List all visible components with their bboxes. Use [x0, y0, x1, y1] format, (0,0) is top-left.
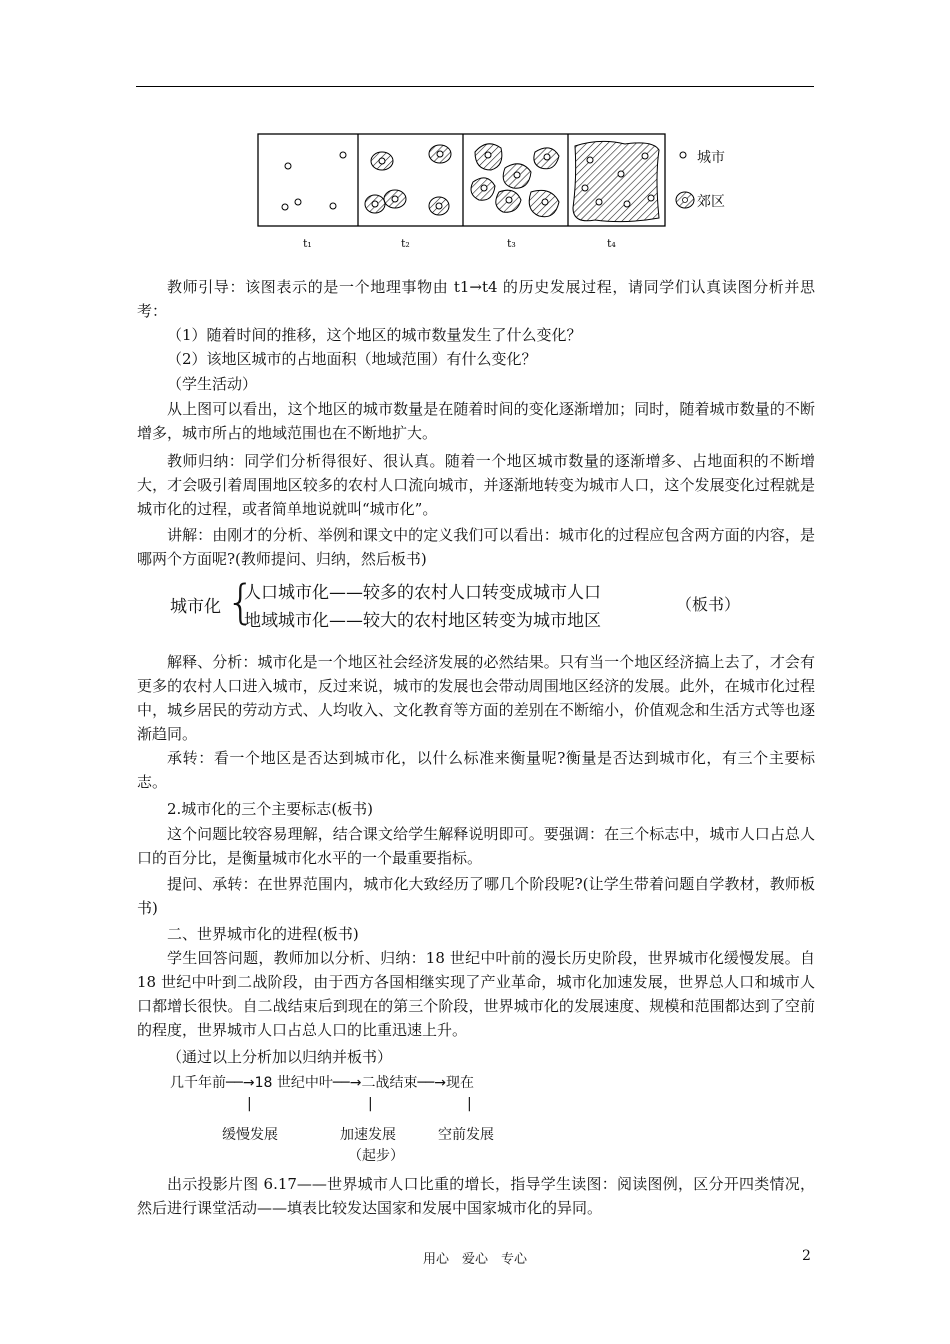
- panel-t1: [282, 152, 346, 210]
- legend-city-label: 城市: [697, 150, 725, 166]
- question-2: （2）该地区城市的占地面积（地域范围）有什么变化？: [167, 350, 537, 368]
- urbanization-line-1: 人口城市化——较多的农村人口转变成城市人口: [244, 583, 601, 603]
- header-rule: [136, 86, 814, 87]
- paragraph-slide: 出示投影片图 6.17——世界城市人口比重的增长，指导学生读图：阅读图例，区分开四类情况，然后进行课堂活动——填表比较发达国家和发展中国家城市化的异同。: [137, 1175, 815, 1217]
- question-1: （1）随着时间的推移，这个地区的城市数量发生了什么变化？: [167, 326, 582, 344]
- paragraph-summary: 教师归纳：同学们分析得很好、很认真。随着一个地区城市数量的逐渐增多、占地面积的不断增大，才会吸引着周围地区较多的农村人口流向城市，并逐渐地转变为城市人口，这个发展变化过程就是城市化的过程，或者简单地说就叫“城市化”。: [137, 452, 815, 518]
- page-number: 2: [802, 1248, 811, 1264]
- label-t4: t₄: [607, 237, 616, 250]
- legend-suburb-label: 郊区: [697, 194, 725, 210]
- label-t2: t₂: [401, 237, 410, 250]
- paragraph-analysis: 从上图可以看出，这个地区的城市数量是在随着时间的变化逐渐增加；同时，随着城市数量的不断增多，城市所占的地域范围也在不断地扩大。: [137, 400, 815, 442]
- timeline-tick-1: |: [247, 1096, 252, 1112]
- paragraph-board-note: （通过以上分析加以归纳并板书）: [167, 1048, 393, 1066]
- stage-takeoff: （起步）: [348, 1148, 404, 1164]
- urbanization-term: 城市化: [170, 597, 221, 617]
- heading-three-marks: 2.城市化的三个主要标志(板书): [167, 800, 374, 818]
- panel-t3: [471, 144, 559, 217]
- heading-world-urbanization: 二、世界城市化的进程(板书): [167, 925, 359, 943]
- brace-icon: {: [226, 575, 256, 629]
- timeline-sequence: 几千年前──→18 世纪中叶──→二战结束──→现在: [170, 1075, 475, 1091]
- panel-t4: [573, 141, 659, 221]
- urbanization-board: [170, 576, 770, 632]
- urbanization-figure: [255, 128, 755, 258]
- urbanization-timeline: [170, 1070, 730, 1166]
- label-t3: t₃: [507, 237, 516, 250]
- board-note: （板书）: [676, 595, 741, 614]
- label-t1: t₁: [303, 237, 312, 250]
- stage-unprecedented: 空前发展: [438, 1127, 494, 1143]
- paragraph-question-stages: 提问、承转：在世界范围内，城市化大致经历了哪几个阶段呢?(让学生带着问题自学教材，教师板书): [137, 875, 815, 917]
- paragraph-teacher-guide: 教师引导：该图表示的是一个地理事物由 t1→t4 的历史发展过程，请同学们认真读图分析并思考：: [137, 278, 815, 320]
- footer-motto: 用心 爱心 专心: [422, 1252, 527, 1267]
- timeline-tick-3: |: [467, 1096, 472, 1112]
- paragraph-explanation: 讲解：由刚才的分析、举例和课文中的定义我们可以看出：城市化的过程应包含两方面的内容，是哪两个方面呢?(教师提问、归纳，然后板书): [137, 526, 815, 568]
- legend-city-symbol: [680, 152, 686, 158]
- paragraph-interpretation: 解释、分析：城市化是一个地区社会经济发展的必然结果。只有当一个地区经济搞上去了，才会有更多的农村人口进入城市，反过来说，城市的发展也会带动周围地区经济的发展。此外，在城市化过程中，城乡居民的劳动方式、人均收入、文化教育等方面的差别在不断缩小，价值观念和生活方式等也逐渐趋同。: [137, 653, 815, 743]
- timeline-tick-2: |: [368, 1096, 373, 1112]
- paragraph-stages: 学生回答问题，教师加以分析、归纳：18 世纪中叶前的漫长历史阶段，世界城市化缓慢发展。自 18 世纪中叶到二战阶段，由于西方各国相继实现了产业革命，城市化加速发展，世界总人口和城市人口都增长很快。自二战结束后到现在的第三个阶段，世界城市化的发展速度、规模和范围都达到了空前的程度，世界城市人口占总人口的比重迅速上升。: [137, 949, 815, 1039]
- figure-drawing: [255, 128, 755, 258]
- paragraph-marks-explain: 这个问题比较容易理解，结合课文给学生解释说明即可。要强调：在三个标志中，城市人口占总人口的百分比，是衡量城市化水平的一个最重要指标。: [137, 825, 815, 867]
- stage-slow: 缓慢发展: [222, 1127, 278, 1143]
- stage-accelerated: 加速发展: [340, 1127, 396, 1143]
- paragraph-transition: 承转：看一个地区是否达到城市化，以什么标准来衡量呢?衡量是否达到城市化，有三个主要标志。: [137, 749, 815, 791]
- student-activity: （学生活动）: [167, 375, 258, 393]
- urbanization-line-2: 地域城市化——较大的农村地区转变为城市地区: [244, 611, 601, 631]
- panel-t2: [365, 145, 451, 215]
